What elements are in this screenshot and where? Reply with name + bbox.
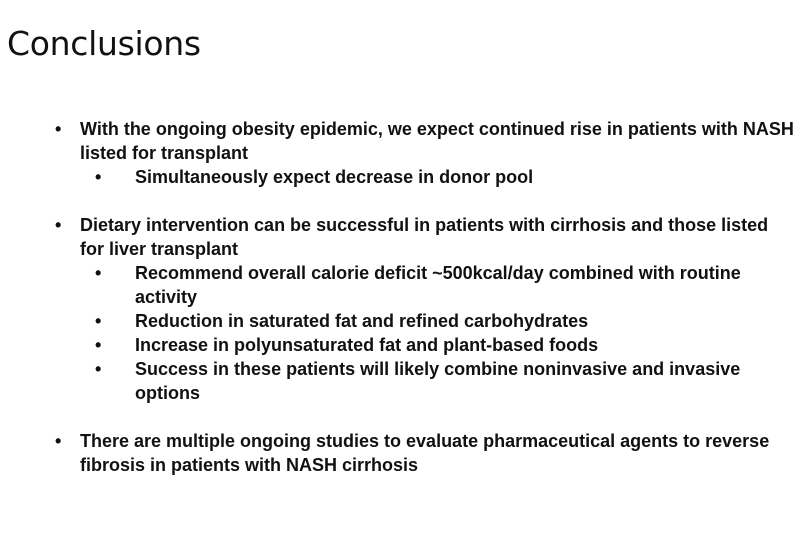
sub-bullet-text: Increase in polyunsaturated fat and plant-based foods: [135, 335, 599, 355]
sub-bullet-text: Success in these patients will likely combine noninvasive and invasive options: [135, 359, 741, 403]
sub-bullet-text: Recommend overall calorie deficit ~500kcal/day combined with routine activity: [135, 263, 741, 307]
bullet-dot-icon: •: [55, 119, 62, 139]
sub-bullet-dot-icon: •: [95, 263, 102, 283]
bullet-text: With the ongoing obesity epidemic, we expect continued rise in patients with NASH listed for transplant: [80, 119, 794, 163]
bullet-dot-icon: •: [55, 215, 62, 235]
sub-bullet-item: [95, 309, 795, 333]
bullet-item: [55, 213, 795, 405]
sub-bullet-item: [95, 333, 795, 357]
slide-title: Conclusions: [7, 24, 201, 63]
sub-bullet-item: [95, 165, 795, 189]
bullet-item: [55, 429, 795, 477]
sub-bullet-text: Reduction in saturated fat and refined carbohydrates: [135, 311, 589, 331]
sub-bullet-list: [80, 165, 795, 189]
sub-bullet-dot-icon: •: [95, 311, 102, 331]
sub-bullet-dot-icon: •: [95, 167, 102, 187]
bullet-item: [55, 117, 795, 189]
bullet-dot-icon: •: [55, 431, 62, 451]
bullet-list: [55, 117, 795, 477]
bullet-text: Dietary intervention can be successful in patients with cirrhosis and those listed for liver transplant: [80, 215, 769, 259]
sub-bullet-item: [95, 357, 795, 405]
sub-bullet-dot-icon: •: [95, 335, 102, 355]
sub-bullet-list: [80, 261, 795, 405]
sub-bullet-dot-icon: •: [95, 359, 102, 379]
sub-bullet-item: [95, 261, 795, 309]
bullet-text: There are multiple ongoing studies to evaluate pharmaceutical agents to reverse fibrosis in patients with NASH cirrhosis: [80, 431, 770, 475]
sub-bullet-text: Simultaneously expect decrease in donor pool: [135, 167, 534, 187]
